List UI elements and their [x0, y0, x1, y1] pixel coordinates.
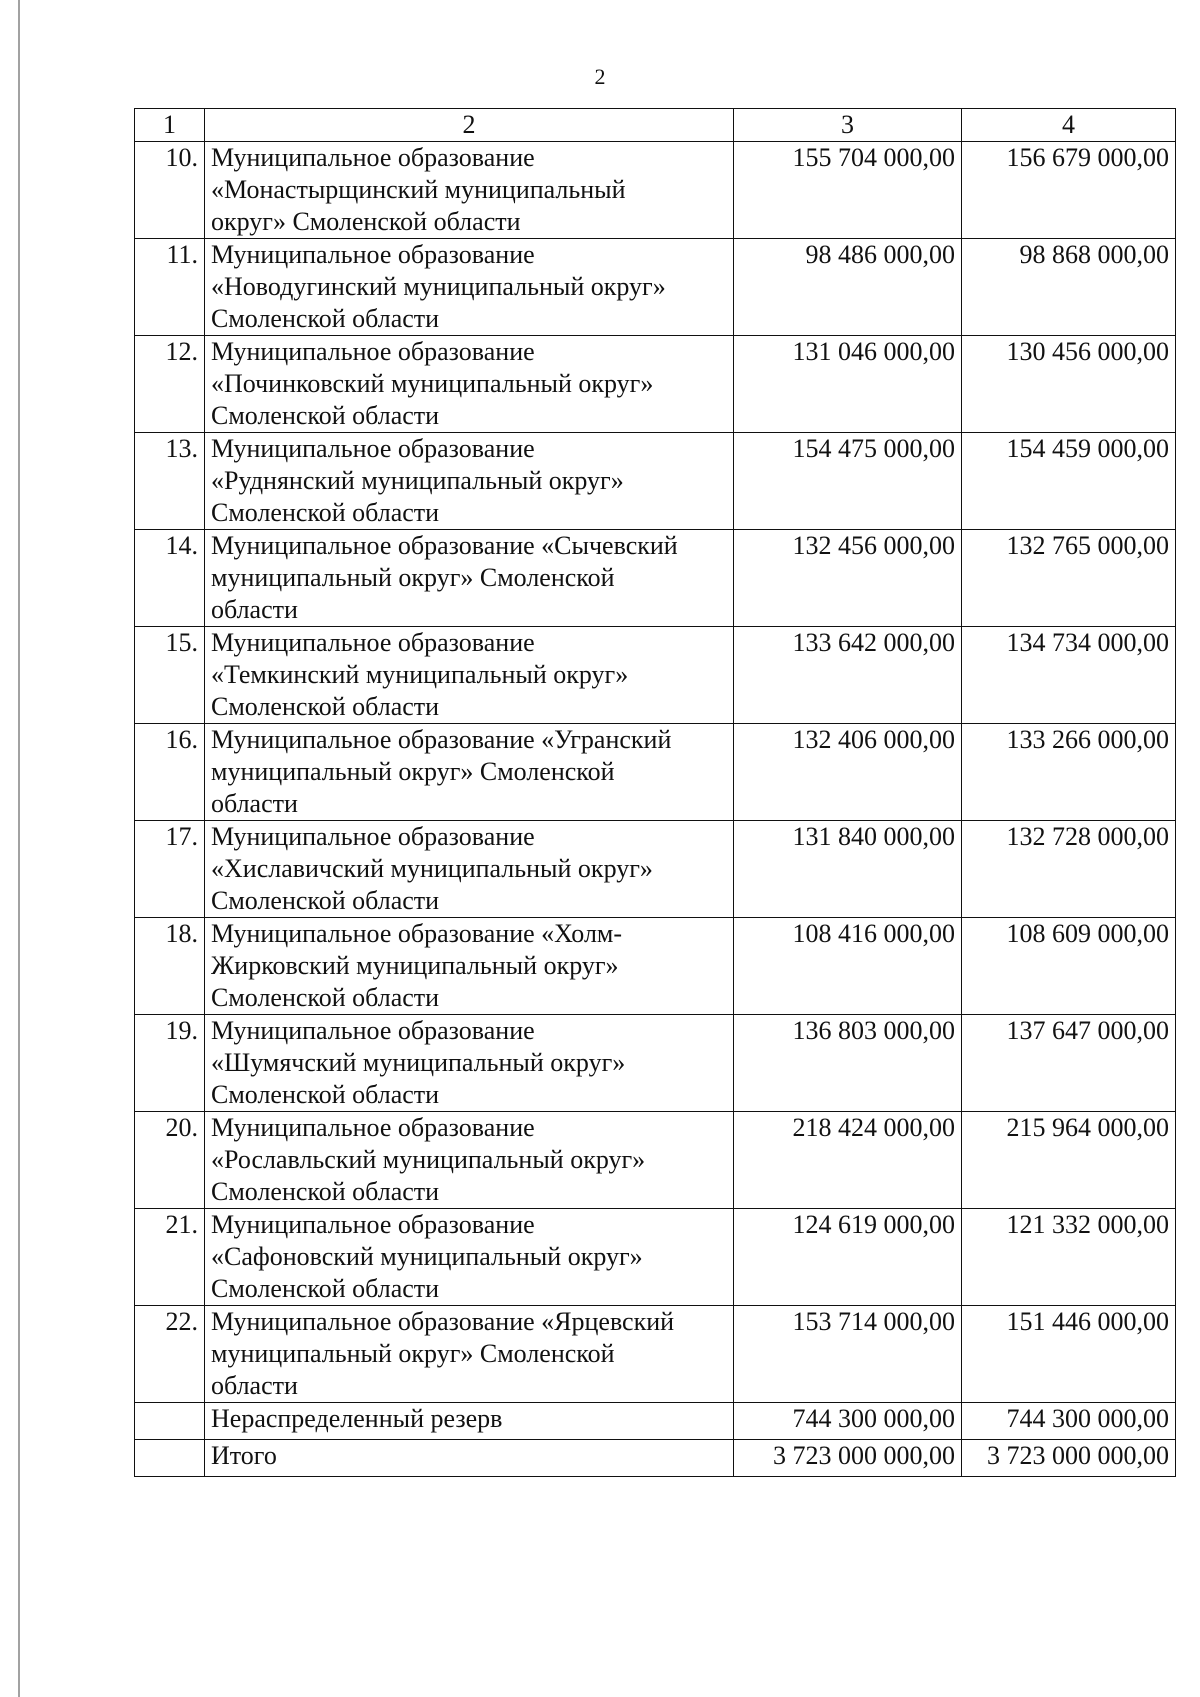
- table-row: [135, 1112, 1176, 1209]
- municipality-name-line: Муниципальное образование «Сычевский: [211, 531, 678, 560]
- municipality-name: [205, 627, 734, 724]
- table-row: [135, 918, 1176, 1015]
- reserve-amount-col-4: 744 300 000,00: [962, 1403, 1176, 1440]
- reserve-amount-col-3: 744 300 000,00: [734, 1403, 962, 1440]
- municipality-name: [205, 1015, 734, 1112]
- municipality-name-line: Смоленской области: [211, 304, 440, 333]
- row-number: 21.: [135, 1209, 205, 1306]
- municipality-name-line: Смоленской области: [211, 1274, 440, 1303]
- amount-col-3: 155 704 000,00: [734, 142, 962, 239]
- row-number: 17.: [135, 821, 205, 918]
- amount-col-4: 108 609 000,00: [962, 918, 1176, 1015]
- amount-col-4: 154 459 000,00: [962, 433, 1176, 530]
- municipality-name-line: Муниципальное образование: [211, 628, 535, 657]
- amount-col-4: 98 868 000,00: [962, 239, 1176, 336]
- municipality-name-line: «Новодугинский муниципальный округ»: [211, 272, 666, 301]
- municipality-name-line: «Починковский муниципальный округ»: [211, 369, 654, 398]
- municipality-name-line: Смоленской области: [211, 1177, 440, 1206]
- amount-col-4: 132 765 000,00: [962, 530, 1176, 627]
- row-number: 14.: [135, 530, 205, 627]
- municipality-name-line: Жирковский муниципальный округ»: [211, 951, 619, 980]
- row-number: 12.: [135, 336, 205, 433]
- amount-col-4: 151 446 000,00: [962, 1306, 1176, 1403]
- amount-col-4: 132 728 000,00: [962, 821, 1176, 918]
- amount-col-4: 156 679 000,00: [962, 142, 1176, 239]
- amount-col-4: 130 456 000,00: [962, 336, 1176, 433]
- amount-col-4: 133 266 000,00: [962, 724, 1176, 821]
- municipality-name-line: Муниципальное образование: [211, 822, 535, 851]
- amount-col-3: 131 046 000,00: [734, 336, 962, 433]
- amount-col-3: 132 406 000,00: [734, 724, 962, 821]
- municipality-name: [205, 724, 734, 821]
- scan-edge-line: [18, 0, 20, 1697]
- municipality-name-line: «Темкинский муниципальный округ»: [211, 660, 629, 689]
- header-col-4: 4: [962, 109, 1176, 142]
- amount-col-4: 215 964 000,00: [962, 1112, 1176, 1209]
- row-number: 11.: [135, 239, 205, 336]
- municipality-name-line: «Монастырщинский муниципальный: [211, 175, 626, 204]
- table-row: [135, 336, 1176, 433]
- amount-col-4: 137 647 000,00: [962, 1015, 1176, 1112]
- amount-col-3: 154 475 000,00: [734, 433, 962, 530]
- municipality-name: [205, 1306, 734, 1403]
- row-number: 18.: [135, 918, 205, 1015]
- table-row: [135, 433, 1176, 530]
- municipality-name-line: Муниципальное образование: [211, 1210, 535, 1239]
- municipality-name: [205, 918, 734, 1015]
- amount-col-4: 121 332 000,00: [962, 1209, 1176, 1306]
- amount-col-3: 124 619 000,00: [734, 1209, 962, 1306]
- table-row: [135, 1306, 1176, 1403]
- table-row: [135, 821, 1176, 918]
- municipality-name-line: Смоленской области: [211, 1080, 440, 1109]
- table-row: [135, 724, 1176, 821]
- amount-col-3: 98 486 000,00: [734, 239, 962, 336]
- row-number: 22.: [135, 1306, 205, 1403]
- table-row: [135, 1209, 1176, 1306]
- row-number: 13.: [135, 433, 205, 530]
- header-col-3: 3: [734, 109, 962, 142]
- table-header-row: [135, 109, 1176, 142]
- total-amount-col-4: 3 723 000 000,00: [962, 1440, 1176, 1477]
- allocation-table: [134, 108, 1176, 1477]
- row-number: 19.: [135, 1015, 205, 1112]
- reserve-label: Нераспределенный резерв: [205, 1403, 734, 1440]
- amount-col-3: 133 642 000,00: [734, 627, 962, 724]
- amount-col-4: 134 734 000,00: [962, 627, 1176, 724]
- row-number: 15.: [135, 627, 205, 724]
- municipality-name-line: области: [211, 1371, 298, 1400]
- table-row: [135, 530, 1176, 627]
- table-row: [135, 142, 1176, 239]
- municipality-name-line: области: [211, 595, 298, 624]
- municipality-name: [205, 239, 734, 336]
- municipality-name-line: Смоленской области: [211, 983, 440, 1012]
- amount-col-3: 218 424 000,00: [734, 1112, 962, 1209]
- municipality-name-line: «Рославльский муниципальный округ»: [211, 1145, 646, 1174]
- municipality-name-line: Муниципальное образование «Ярцевский: [211, 1307, 675, 1336]
- reserve-empty-cell: [135, 1403, 205, 1440]
- municipality-name-line: «Хиславичский муниципальный округ»: [211, 854, 653, 883]
- header-col-2: 2: [205, 109, 734, 142]
- municipality-name-line: «Руднянский муниципальный округ»: [211, 466, 624, 495]
- municipality-name-line: муниципальный округ» Смоленской: [211, 563, 615, 592]
- total-row: [135, 1440, 1176, 1477]
- municipality-name-line: Муниципальное образование: [211, 1016, 535, 1045]
- municipality-name-line: Муниципальное образование: [211, 240, 535, 269]
- amount-col-3: 153 714 000,00: [734, 1306, 962, 1403]
- table-row: [135, 239, 1176, 336]
- header-col-1: 1: [135, 109, 205, 142]
- municipality-name-line: муниципальный округ» Смоленской: [211, 757, 615, 786]
- municipality-name: [205, 1112, 734, 1209]
- municipality-name-line: Смоленской области: [211, 498, 440, 527]
- municipality-name-line: Муниципальное образование: [211, 143, 535, 172]
- reserve-row: [135, 1403, 1176, 1440]
- row-number: 10.: [135, 142, 205, 239]
- municipality-name: [205, 821, 734, 918]
- municipality-name-line: области: [211, 789, 298, 818]
- municipality-name-line: Муниципальное образование «Холм-: [211, 919, 623, 948]
- municipality-name: [205, 1209, 734, 1306]
- total-amount-col-3: 3 723 000 000,00: [734, 1440, 962, 1477]
- municipality-name-line: Смоленской области: [211, 692, 440, 721]
- municipality-name-line: Муниципальное образование: [211, 1113, 535, 1142]
- municipality-name-line: муниципальный округ» Смоленской: [211, 1339, 615, 1368]
- amount-col-3: 108 416 000,00: [734, 918, 962, 1015]
- table-row: [135, 627, 1176, 724]
- table-body: [135, 109, 1176, 1477]
- table-row: [135, 1015, 1176, 1112]
- municipality-name-line: «Сафоновский муниципальный округ»: [211, 1242, 643, 1271]
- municipality-name: [205, 530, 734, 627]
- municipality-name-line: Муниципальное образование: [211, 337, 535, 366]
- municipality-name-line: округ» Смоленской области: [211, 207, 521, 236]
- municipality-name-line: «Шумячский муниципальный округ»: [211, 1048, 626, 1077]
- total-empty-cell: [135, 1440, 205, 1477]
- municipality-name-line: Муниципальное образование: [211, 434, 535, 463]
- municipality-name-line: Смоленской области: [211, 401, 440, 430]
- municipality-name: [205, 336, 734, 433]
- amount-col-3: 131 840 000,00: [734, 821, 962, 918]
- municipality-name-line: Муниципальное образование «Угранский: [211, 725, 672, 754]
- page-number: 2: [594, 64, 606, 89]
- municipality-name: [205, 433, 734, 530]
- total-label: Итого: [205, 1440, 734, 1477]
- municipality-name: [205, 142, 734, 239]
- amount-col-3: 136 803 000,00: [734, 1015, 962, 1112]
- amount-col-3: 132 456 000,00: [734, 530, 962, 627]
- row-number: 20.: [135, 1112, 205, 1209]
- row-number: 16.: [135, 724, 205, 821]
- municipality-name-line: Смоленской области: [211, 886, 440, 915]
